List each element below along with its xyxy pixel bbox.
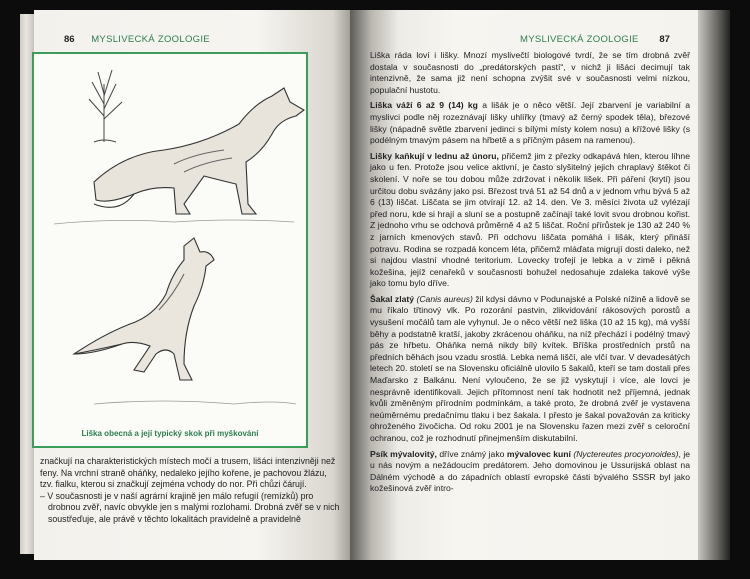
text-run: Liška ráda loví i lišky. Mnozí myslivečtí biologové tvrdí, že se tím drobná zvěř dostala v současnosti do „predátorských pastí“, v nichž ji lišáci decimují tak intenzivně, že sama již není schopna zvýšit své v současnosti velmi nízkou, populační hustotu. bbox=[370, 50, 690, 95]
left-paragraph-2: – V současnosti je v naší agrární krajině jen málo refugií (remízků) pro drobnou zvěř, navíc obvykle jen s malými rozlohami. Drobná zvěř se v nich soustřeďuje, ale právě v těchto lokalitách pravidelně a pravidelně bbox=[40, 490, 340, 524]
text-run: (Canis aureus) bbox=[416, 293, 473, 304]
left-paragraph-2-text: V současnosti je v naší agrární krajině jen málo refugií (remízků) pro drobnou zvěř, navíc obvykle jen s malými rozlohami. Drobná zvěř se v nich soustřeďuje, ale právě v těchto lokalitách pravidelně a pravidelně bbox=[47, 490, 340, 524]
fox-jumping-icon bbox=[74, 238, 296, 404]
left-body-text bbox=[40, 456, 340, 526]
text-run: Šakal zlatý bbox=[370, 293, 415, 304]
text-run: (Nyctereutes procyonoides) bbox=[573, 448, 679, 459]
text-run: , je u nás novým a nežádoucím predátorem. Jeho domovinou je Ussurijská oblast na Dálném východě a do západních oblastí evropské části bývalého SSSR byl jako kožešinová zvěř intro- bbox=[370, 448, 691, 494]
text-run: žil kdysi dávno v Podunajské a Polské nížině a lidově se mu říkalo třtinový vlk. Po rozorání pastvin, zlikvidování rákosových porostů a vysušení močálů tam ale vyhynul. Je o něco větší než liška (10 až 15 kg), má vyšší běhy a podstatně kratší, jakoby zkrácenou oháňku, na níž přechází i podélný tmavý pás ze hřbetu. Oháňka nemá nikdy bílý kvítek. Bříška prostředních prstů na předních běhách jsou vzadu srostlá. Lebka nemá liščí, ale vlčí tvar. V devadesátých letech 20. století se na Slovensku oficiálně ulovilo 5 šakalů, kteří se tam dostali přes Maďarsko z Balkánu. Není vyloučeno, že se již vyskytují i více, ale lovci je nesprávně identifikovali. Jejich přítomnost není tak hodnotit než příjemná, jednak kvůli změněným přírodním podmínkám, a také proto, že drobná zvěř je vystavena neúměrnému predačnímu tlaku i bez šakala. I přesto je šakal považován za kriticky ohroženého živočicha. Od roku 2001 je na Slovensku řazen mezi zvěř s celoroční ochranou, což je rozhodnutí přinejmenším diskutabilní. bbox=[370, 293, 691, 443]
right-paragraph-2 bbox=[370, 100, 690, 146]
text-run: Psík mývalovitý, bbox=[370, 448, 437, 459]
right-running-title: MYSLIVECKÁ ZOOLOGIE bbox=[520, 34, 639, 45]
text-run: a lišák je o něco větší. Její zbarvení je variabilní a myslivci podle něj rozeznávají lišky uhlířky (tmavý až černý spodek těla), březové lišky (nápadně světle zbarvení jedinci s bílými místy kolem nosu) a křížové lišky (s podélným tmavým pásem na hřbetě a s příčným pásem na ramenou). bbox=[370, 100, 690, 146]
left-header bbox=[64, 34, 210, 45]
fox-illustration-drawing bbox=[34, 54, 306, 446]
shrub-icon bbox=[89, 70, 122, 142]
right-page-number: 87 bbox=[659, 34, 670, 45]
fox-illustration bbox=[32, 52, 308, 448]
text-run: dříve známý jako bbox=[436, 448, 507, 459]
right-paragraph-3 bbox=[370, 151, 690, 290]
right-body-text bbox=[370, 50, 690, 499]
right-paragraph-4 bbox=[370, 294, 690, 445]
left-running-title: MYSLIVECKÁ ZOOLOGIE bbox=[91, 34, 210, 45]
left-paragraph-1: značkují na charakteristických místech močí a trusem, lišáci intenzivněji než feny. Na vrchní straně oháňky, nedaleko jejího kořene, je pachovou žlázu, tzv. fialku, kterou si značkují zejména vchody do nor. Při chůzi čárují. bbox=[40, 456, 336, 490]
text-run: Lišky kaňkují v lednu až únoru, bbox=[370, 150, 499, 161]
right-paragraph-1 bbox=[370, 50, 690, 96]
illustration-caption: Liška obecná a její typický skok při myškování bbox=[81, 429, 259, 438]
text-run: mývalovec kuní bbox=[506, 448, 571, 459]
right-paragraph-5 bbox=[370, 449, 690, 495]
fox-walking-icon bbox=[54, 88, 304, 224]
text-run: přičemž jim z přezky odkapává hlen, kterou líhne jako u fen. Protože jsou velice aktivní, je často slyšitelný jejich chraplavý štěkot či skolení. V noře se tou dobou může zdržovat i několik lišek. Při páření (krytí) jsou určitou dobu svázány jako psi. Březost trvá 51 až 54 dnů a v jednom vrhu bývá 5 až 6 (13) liščat. Liščata se jim otvírají 12. až 14. den. Ve 3. měsíci života už vylézají před noru, kde si hrají a sluní se a postupně začínají také lovit svou drobnou kořist. Z jednoho vrhu se odchová průměrně 4 až 5 liščat. Roční přírůstek je 130 až 240 % z jarních kmenových stavů. Při odchovu liščata pomáhá i lišák, který přináší potravu. Rodina se rozpadá koncem léta, přičemž mláďata migrují dosti daleko, než si najdou vlastní vhodné teritorium. Lovecky trofejí je lebka a v zimě i pěkná kožešina, jejíž cenařeků v současnosti bohužel nedosahuje zdaleka takové výše jako tomu bylo dříve. bbox=[370, 150, 690, 289]
left-page-number: 86 bbox=[64, 34, 75, 45]
text-run: Liška váží 6 až 9 (14) kg bbox=[370, 100, 478, 111]
book-right-edge-shadow bbox=[698, 10, 730, 560]
right-header bbox=[520, 34, 670, 45]
